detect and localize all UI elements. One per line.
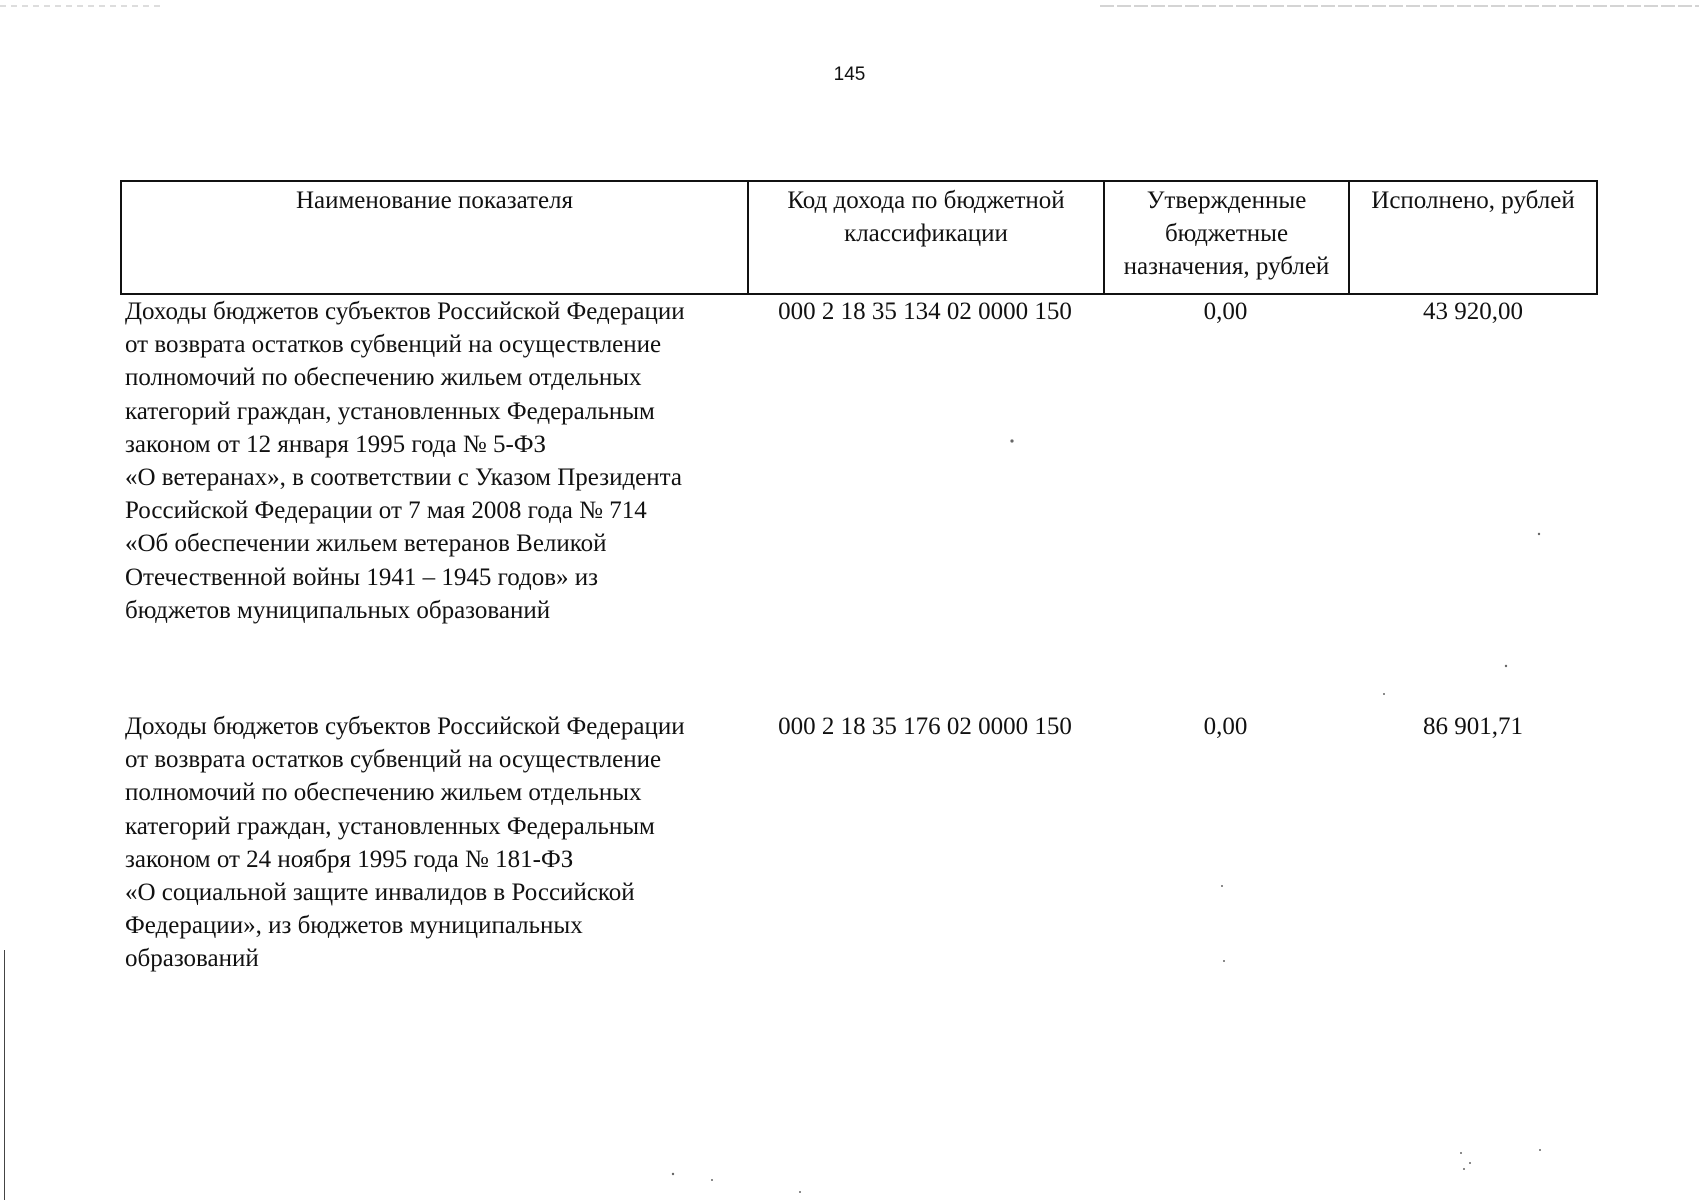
- row-name-line: «Об обеспечении жильем ветеранов Великой: [125, 530, 607, 558]
- header-code: Код дохода по бюджетной классификации: [749, 182, 1105, 293]
- row-name-line: полномочий по обеспечению жильем отдельных: [125, 364, 642, 392]
- table-row: [120, 710, 1598, 976]
- table-header: [120, 180, 1598, 295]
- row-plan: 0,00: [1203, 298, 1248, 325]
- row-name: [120, 295, 747, 627]
- row-done: 86 901,71: [1423, 713, 1523, 740]
- row-name-line: Российской Федерации от 7 мая 2008 года № 714: [125, 497, 647, 525]
- row-plan: 0,00: [1203, 713, 1248, 740]
- row-name-line: Доходы бюджетов субъектов Российской Федерации: [125, 298, 685, 325]
- row-name-line: полномочий по обеспечению жильем отдельных: [125, 779, 642, 807]
- row-name-line: категорий граждан, установленных Федеральным: [125, 812, 655, 840]
- row-name-line: Доходы бюджетов субъектов Российской Федерации: [125, 713, 685, 740]
- row-name-line: бюджетов муниципальных образований: [125, 596, 551, 624]
- row-name-line: категорий граждан, установленных Федеральным: [125, 397, 655, 425]
- header-name: Наименование показателя: [122, 182, 749, 293]
- row-code: 000 2 18 35 176 02 0000 150: [778, 713, 1072, 740]
- row-done: 43 920,00: [1423, 298, 1523, 325]
- table-row: [120, 295, 1598, 627]
- row-code: 000 2 18 35 134 02 0000 150: [778, 298, 1072, 325]
- scan-edge-line: [4, 950, 5, 1200]
- row-name-line: образований: [125, 945, 259, 973]
- row-name-line: «О социальной защите инвалидов в Российской: [125, 879, 635, 907]
- row-name-line: «О ветеранах», в соответствии с Указом Президента: [125, 464, 682, 492]
- row-name-line: законом от 12 января 1995 года № 5-ФЗ: [125, 430, 547, 458]
- row-name-line: Отечественной войны 1941 – 1945 годов» из: [125, 563, 599, 591]
- header-done: Исполнено, рублей: [1371, 187, 1575, 214]
- header-plan: Утвержденные бюджетные назначения, рублей: [1105, 182, 1350, 293]
- row-name-line: Федерации», из бюджетов муниципальных: [125, 912, 583, 940]
- row-name: [120, 710, 747, 976]
- page-number: 145: [833, 64, 866, 85]
- row-name-line: от возврата остатков субвенций на осуществление: [125, 331, 662, 359]
- scan-edge-marks: [0, 4, 1699, 8]
- row-name-line: законом от 24 ноября 1995 года № 181-ФЗ: [125, 845, 574, 873]
- row-name-line: от возврата остатков субвенций на осуществление: [125, 746, 662, 774]
